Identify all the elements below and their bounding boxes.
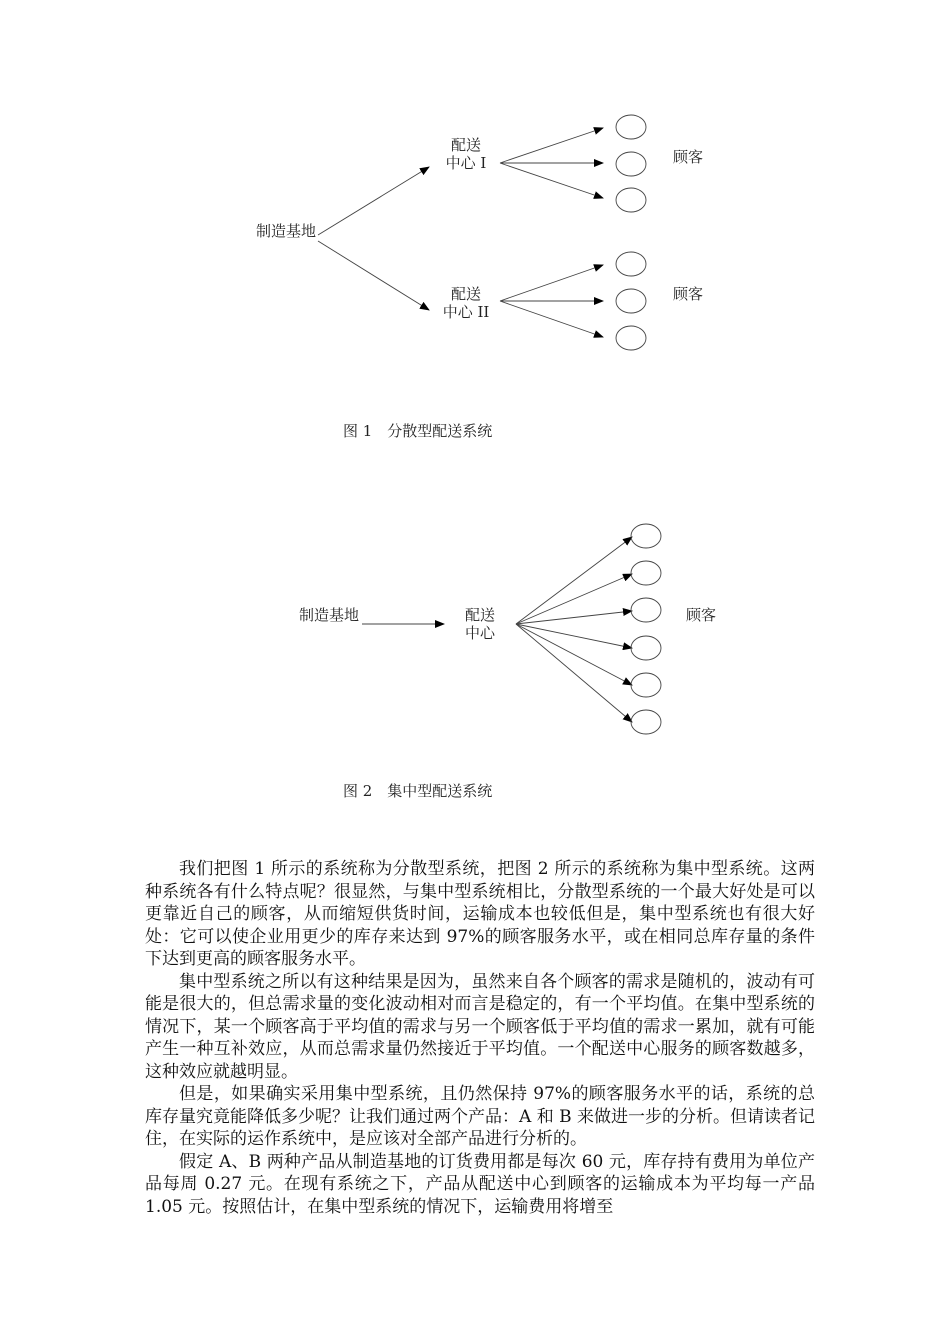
arrow-dc-to-customer-5 (516, 624, 632, 685)
paragraph: 集中型系统之所以有这种结果是因为，虽然来自各个顾客的需求是随机的，波动有可能是很大的，但总需求量的变化波动相对而言是稳定的，有一个平均值。在集中型系统的情况下，某一个顾客高于平均值的需求与另一个顾客低于平均值的需求一累加，就有可能产生一种互补效应，从而总需求量仍然接近于平均值。一个配送中心服务的顾客数越多，这种效应就越明显。 (145, 971, 815, 1082)
factory-label: 制造基地 (256, 222, 317, 240)
paragraph: 假定 A、B 两种产品从制造基地的订货费用都是每次 60 元，库存持有费用为单位产品每周 0.27 元。在现有系统之下，产品从配送中心到顾客的运输成本为平均每一产品 1.05 元。按照估计，在集中型系统的情况下，运输费用将增至 (145, 1151, 815, 1217)
customer-circle (631, 636, 661, 660)
customer-circle (631, 710, 661, 734)
paragraph: 我们把图 1 所示的系统称为分散型系统，把图 2 所示的系统称为集中型系统。这两种系统各有什么特点呢？很显然，与集中型系统相比，分散型系统的一个最大好处是可以更靠近自己的顾客，从而缩短供货时间，运输成本也较低但是，集中型系统也有很大好处：它可以使企业用更少的库存来达到 97%的顾客服务水平，或在相同总库存量的条件下达到更高的顾客服务水平。 (145, 859, 815, 969)
dc2-label-line1: 配送 (450, 285, 481, 303)
customer-circle (616, 289, 646, 313)
dc2-label-line2: 中心 II (442, 303, 490, 321)
customer-label: 顾客 (673, 285, 704, 303)
arrow-dc-to-customer-2 (516, 574, 632, 624)
customer-circle (616, 152, 646, 176)
customer-label: 顾客 (686, 606, 717, 624)
arrow-dc2-to-customer-6 (500, 301, 603, 337)
figure1-caption: 图 1 分散型配送系统 (343, 422, 493, 440)
arrow-factory-to-dc2 (318, 241, 429, 310)
arrow-dc-to-customer-1 (516, 537, 632, 624)
figure2-caption: 图 2 集中型配送系统 (343, 782, 493, 800)
customer-label: 顾客 (673, 148, 704, 166)
arrow-dc2-to-customer-4 (500, 265, 603, 301)
customer-circle (616, 188, 646, 212)
body-text (145, 858, 815, 1218)
customer-circle (631, 561, 661, 585)
customer-circle (631, 524, 661, 548)
factory-label: 制造基地 (299, 606, 360, 624)
customer-circle (616, 115, 646, 139)
customer-circle (631, 598, 661, 622)
customer-circle (631, 673, 661, 697)
customer-circle (616, 252, 646, 276)
dc1-label-line2: 中心 I (445, 154, 487, 172)
arrow-dc1-to-customer-3 (500, 163, 603, 198)
dc-label-line1: 配送 (464, 606, 495, 624)
dc1-label-line1: 配送 (450, 136, 481, 154)
customer-circle (616, 326, 646, 350)
arrow-dc-to-customer-4 (516, 624, 632, 648)
dc-label-line2: 中心 (464, 624, 495, 642)
paragraph: 但是，如果确实采用集中型系统，且仍然保持 97%的顾客服务水平的话，系统的总库存量究竟能降低多少呢？让我们通过两个产品：A 和 B 来做进一步的分析。但请读者记住，在实际的运作系统中，是应该对全部产品进行分析的。 (145, 1084, 815, 1149)
arrow-dc-to-customer-3 (516, 611, 632, 624)
arrow-factory-to-dc1 (318, 167, 429, 235)
figure2-diagram (362, 524, 661, 734)
arrow-dc-to-customer-6 (516, 624, 632, 722)
arrow-dc1-to-customer-1 (500, 128, 603, 163)
